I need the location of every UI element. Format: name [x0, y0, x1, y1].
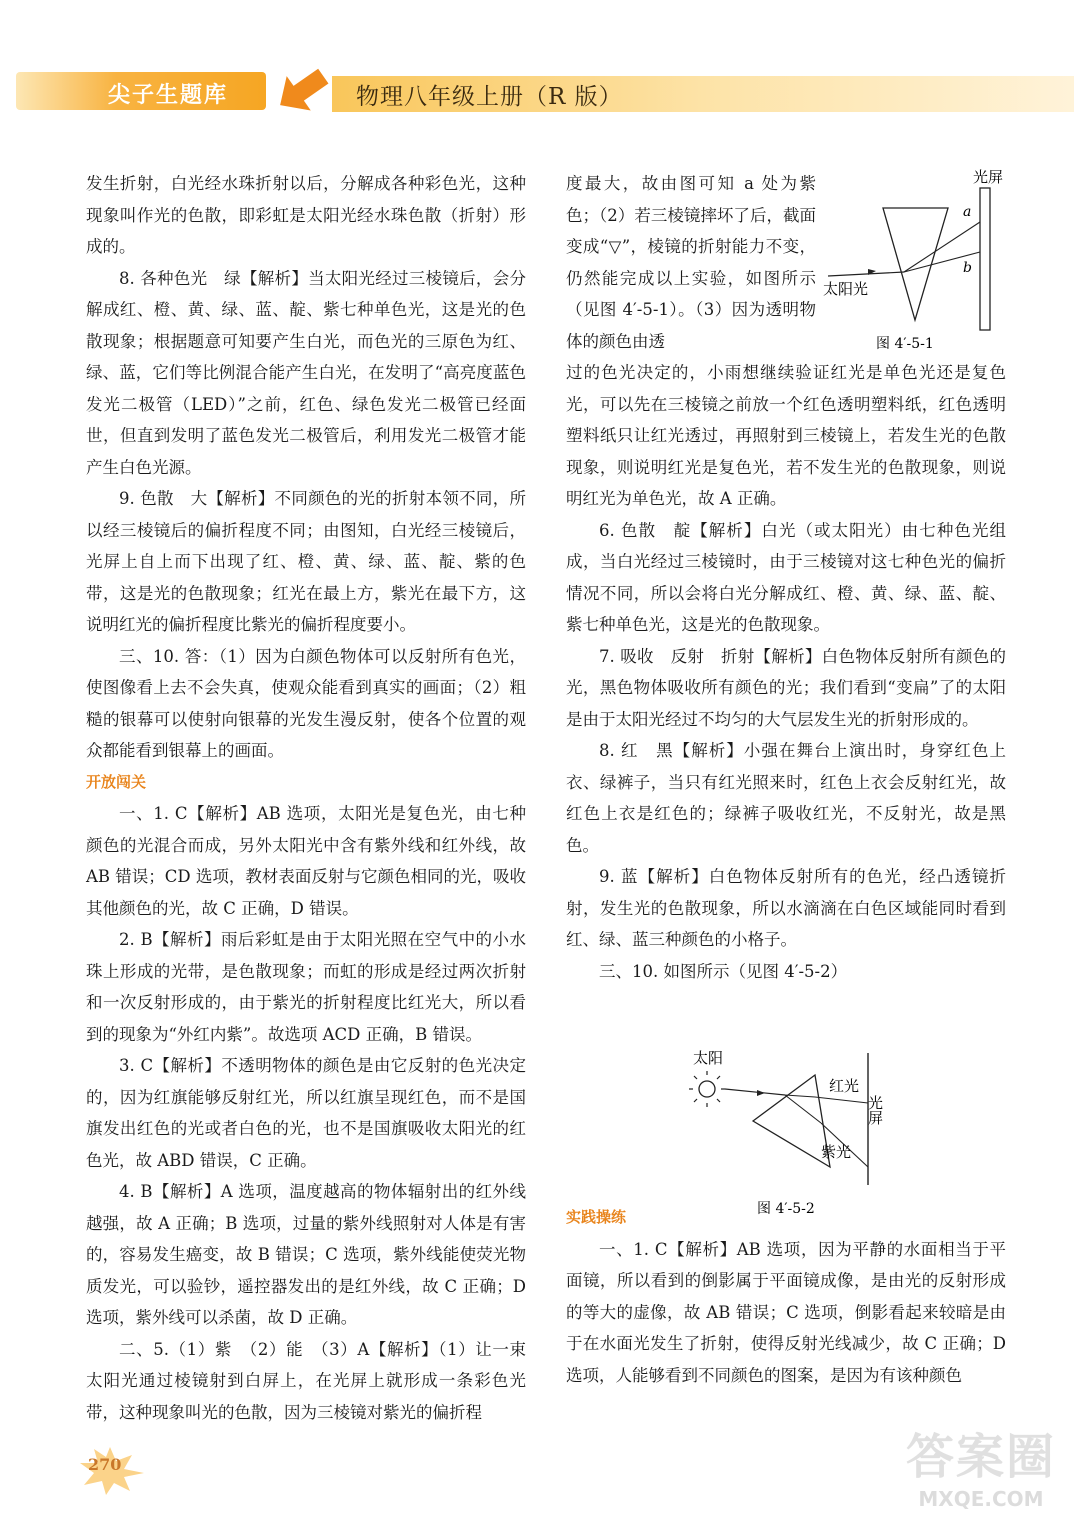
paragraph: 9. 蓝【解析】白色物体反射所有的色光，经凸透镜折射，发生光的色散现象，所以水滴滴在白色区域能同时看到红、绿、蓝三种颜色的小格子。	[566, 867, 1006, 949]
paragraph: 2. B【解析】雨后彩虹是由于太阳光照在空气中的小水珠上形成的光带，是色散现象；而虹的形成是经过两次折射和一次反射形成的，由于紫光的折射程度比红光大，所以看到的现象为“外红内紫”。故选项 ACD 正确，B 错误。	[86, 930, 526, 1044]
paragraph: 三、10. 如图所示（见图 4′-5-2）	[599, 961, 848, 981]
sun-label: 太阳	[693, 1049, 724, 1067]
figure-caption: 图 4′-5-2	[757, 1201, 815, 1217]
paragraph: 4. B【解析】A 选项，温度越高的物体辐射出的红外线越强，故 A 正确；B 选项，过量的紫外线照射对人体是有害的，容易发生癌变，故 B 错误；C 选项，紫外线能使荧光物质发光，可以验钞，遥控器发出的是红外线，故 C 正确；D 选项，紫外线可以杀菌，故 D 正确。	[86, 1182, 526, 1327]
book-title-bar	[332, 76, 1074, 112]
arrow-icon	[272, 66, 332, 116]
book-title: 物理八年级上册（R 版）	[356, 84, 623, 110]
label-a: a	[963, 204, 972, 220]
paragraph: 9. 色散 大【解析】不同颜色的光的折射本领不同，所以经三棱镜后的偏折程度不同；由图知，白光经三棱镜后，光屏上自上而下出现了红、橙、黄、绿、蓝、靛、紫的色带，这是光的色散现象；红光在最上方，紫光在最下方，这说明红光的偏折程度比紫光的偏折程度要小。	[86, 489, 526, 634]
page-number-badge	[80, 1445, 150, 1495]
paragraph: 一、1. C【解析】AB 选项，因为平静的水面相当于平面镜，所以看到的倒影属于平面镜成像，是由光的反射形成的等大的虚像，故 AB 错误；C 选项，倒影看起来较暗是由于在水面光发生了折射，使得反射光线减少，故 C 正确；D 选项，人能够看到不同颜色的图案，是因为有该种颜色	[566, 1239, 1006, 1385]
screen-label: 光屏	[973, 168, 1004, 186]
prism-diagram-2	[685, 1045, 905, 1220]
page-number: 270	[88, 1455, 122, 1474]
red-light-label: 红光	[829, 1077, 860, 1095]
brand-banner	[16, 72, 266, 110]
page-header	[16, 70, 1074, 116]
paragraph: 三、10. 答：（1）因为白颜色物体可以反射所有色光，使图像看上去不会失真，使观众能看到真实的画面；（2）粗糙的银幕可以使射向银幕的光发生漫反射，使各个位置的观众都能看到银幕上的画面。	[86, 646, 526, 760]
paragraph: 一、1. C【解析】AB 选项，太阳光是复色光，由七种颜色的光混合而成，另外太阳光中含有紫外线和红外线，故 AB 错误；CD 选项，教材表面反射与它颜色相同的光，吸收其他颜色的光，故 C 正确，D 错误。	[86, 804, 526, 918]
prism-diagram	[818, 160, 1013, 360]
label-b: b	[963, 260, 972, 276]
paragraph: 度最大，故由图可知 a 处为紫色；（2）若三棱镜摔坏了后，截面变成“▽”，棱镜的折射能力不变，仍然能完成以上实验，如图所示（见图 4′-5-1）。（3）因为透明物体的颜色由透	[566, 174, 816, 351]
paragraph: 7. 吸收 反射 折射【解析】白色物体反射所有颜色的光，黑色物体吸收所有颜色的光；我们看到“变扁”了的太阳是由于太阳光经过不均匀的大气层发生光的折射形成的。	[566, 646, 1006, 729]
paragraph: 6. 色散 靛【解析】白光（或太阳光）由七种色光组成，当白光经过三棱镜时，由于三棱镜对这七种色光的偏折情况不同，所以会将白光分解成红、橙、黄、绿、蓝、靛、紫七种单色光，这是光的色散现象。	[566, 520, 1006, 634]
paragraph: 过的色光决定的，小雨想继续验证红光是单色光还是复色光，可以先在三棱镜之前放一个红色透明塑料纸，红色透明塑料纸只让红光透过，再照射到三棱镜上，若发生光的色散现象，则说明红光是复色光，若不发生光的色散现象，则说明红光为单色光，故 A 正确。	[566, 363, 1006, 508]
paragraph: 8. 红 黑【解析】小强在舞台上演出时，身穿红色上衣、绿裤子，当只有红光照来时，红色上衣会反射红光，故红色上衣是红色的；绿裤子吸收红光，不反射光，故是黑色。	[566, 741, 1006, 855]
sunlight-label: 太阳光	[823, 280, 869, 298]
paragraph: 3. C【解析】不透明物体的颜色是由它反射的色光决定的，因为红旗能够反射红光，所以红旗呈现红色，而不是国旗发出红色的光或者白色的光，也不是国旗吸收太阳光的红色光，故 ABD 错误，C 正确。	[86, 1056, 526, 1170]
watermark	[896, 1418, 1066, 1528]
paragraph: 二、5.（1）紫 （2）能 （3）A【解析】（1）让一束太阳光通过棱镜射到白屏上，在光屏上就形成一条彩色光带，这种现象叫光的色散，因为三棱镜对紫光的偏折程	[86, 1339, 526, 1422]
section-heading: 开放闯关	[86, 772, 147, 791]
figure-caption: 图 4′-5-1	[876, 336, 934, 352]
screen-label: 光屏	[866, 1095, 884, 1125]
figure-prism-1	[818, 160, 1013, 360]
sun-icon	[689, 1071, 725, 1107]
figure-prism-2	[685, 1045, 905, 1220]
violet-light-label: 紫光	[821, 1143, 852, 1161]
paragraph: 发生折射，白光经水珠折射以后，分解成各种彩色光，这种现象叫作光的色散，即彩虹是太阳光经水珠色散（折射）形成的。	[86, 174, 526, 256]
left-column	[86, 168, 526, 1428]
paragraph: 8. 各种色光 绿【解析】当太阳光经过三棱镜后，会分解成红、橙、黄、绿、蓝、靛、紫七种单色光，这是光的色散现象；根据题意可知要产生白光，而色光的三原色为红、绿、蓝，它们等比例混合能产生白光，在发明了“高亮度蓝色发光二极管（LED）”之前，红色、绿色发光二极管已经面世，但直到发明了蓝色发光二极管后，利用发光二极管才能产生白色光源。	[86, 268, 526, 477]
watermark-logo: 答案圈	[905, 1429, 1056, 1485]
watermark-url: MXQE.COM	[918, 1487, 1044, 1511]
brand-title: 尖子生题库	[108, 83, 229, 108]
section-heading: 实践操练	[566, 1208, 627, 1226]
